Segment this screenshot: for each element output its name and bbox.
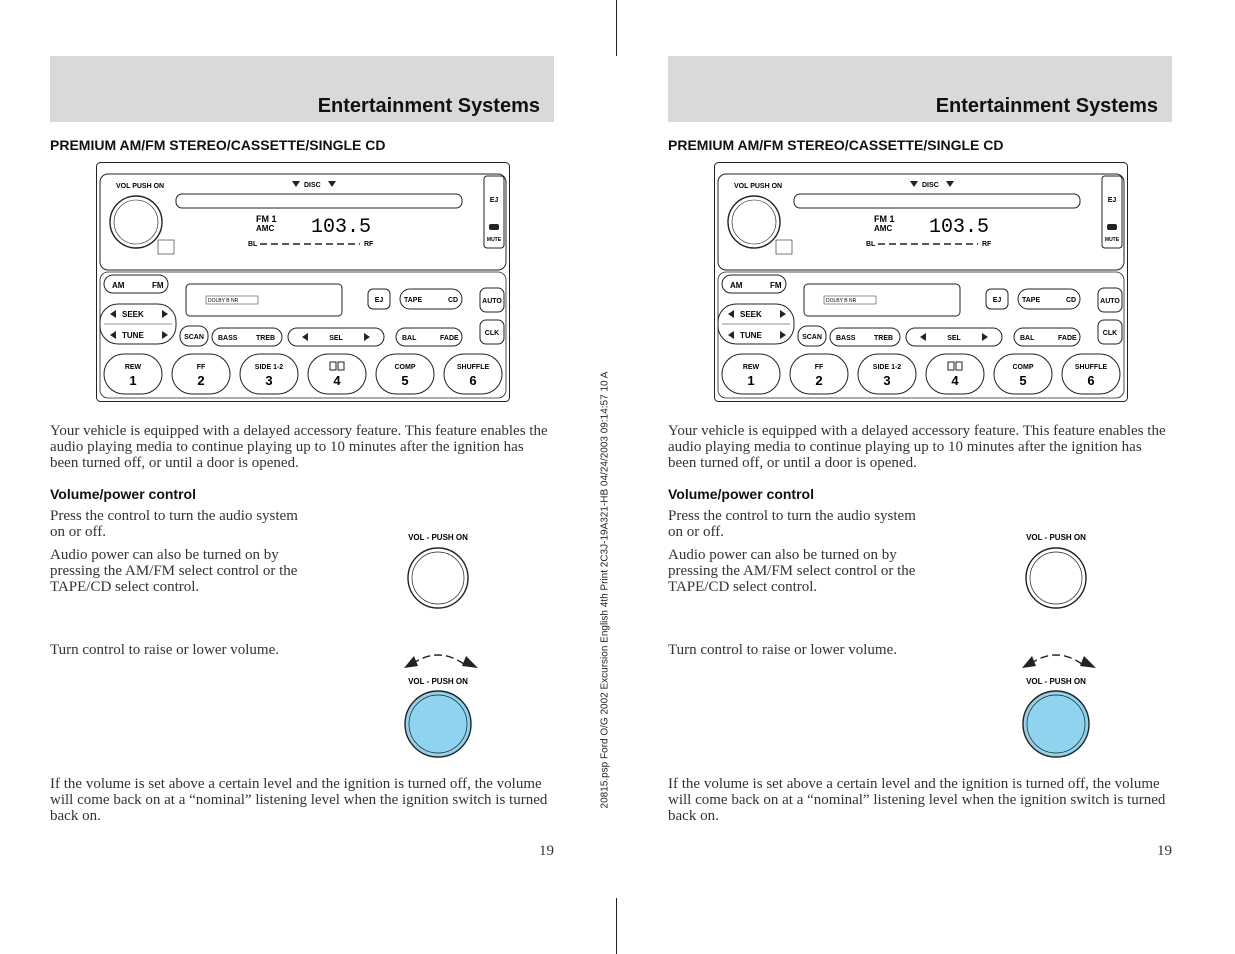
paragraph-delayed-accessory: Your vehicle is equipped with a delayed accessory feature. This feature enables the audio playing media to continue playing up to 10 minutes after the ignition has been turned off, or until a door is opened. <box>50 423 548 471</box>
bl-label: BL <box>248 241 258 248</box>
svg-text:BASS: BASS <box>836 335 856 342</box>
svg-text:VOL - PUSH ON: VOL - PUSH ON <box>1026 533 1086 542</box>
amc-readout: AMC <box>874 224 893 233</box>
paragraph-turn-control: Turn control to raise or lower volume. <box>668 642 897 658</box>
svg-text:VOL - PUSH ON: VOL - PUSH ON <box>408 533 468 542</box>
svg-text:CD: CD <box>448 297 459 304</box>
vol-knob <box>408 548 468 608</box>
vol-knob <box>1026 548 1086 608</box>
paragraph-nominal-level: If the volume is set above a certain level and the ignition is turned off, the volume will come back on at a “nominal” listening level when the ignition switch is turned back on. <box>50 776 548 824</box>
subheading-volume-power: Volume/power control <box>50 486 196 502</box>
cd-slot <box>794 194 1080 208</box>
svg-text:SHUFFLE: SHUFFLE <box>1074 364 1108 371</box>
paragraph-turn-control: Turn control to raise or lower volume. <box>50 642 279 658</box>
auto-label: AUTO <box>482 298 502 305</box>
svg-text:6: 6 <box>1087 373 1095 388</box>
svg-text:FF: FF <box>196 364 206 371</box>
svg-text:FM: FM <box>152 281 164 290</box>
svg-text:4: 4 <box>951 373 959 388</box>
svg-text:SEL: SEL <box>329 335 343 342</box>
compact-disc-logo <box>158 240 174 254</box>
disc-label: DISC <box>304 182 321 189</box>
paragraph-delayed-accessory: Your vehicle is equipped with a delayed accessory feature. This feature enables the audio playing media to continue playing up to 10 minutes after the ignition has been turned off, or until a door is opened. <box>668 423 1166 471</box>
paragraph-press-control: Press the control to turn the audio system on or off. <box>50 508 298 540</box>
dolby-label: DOLBY B NR <box>826 298 857 304</box>
page-number: 19 <box>539 843 554 859</box>
svg-text:SEEK: SEEK <box>122 310 144 319</box>
vol-push-on-label: VOL PUSH ON <box>116 183 165 190</box>
paragraph-press-control: Press the control to turn the audio system on or off. <box>668 508 916 540</box>
eject-tape-label: EJ <box>374 297 384 304</box>
svg-text:REW: REW <box>742 364 760 371</box>
turn-right-arrow-icon <box>1080 656 1096 668</box>
disc-label: DISC <box>922 182 939 189</box>
bl-label: BL <box>866 241 876 248</box>
eject-cd-label: EJ <box>1107 197 1117 204</box>
amc-readout: AMC <box>256 224 275 233</box>
svg-text:1: 1 <box>747 373 755 388</box>
phone-icon <box>1107 224 1117 230</box>
header-band <box>668 56 1172 122</box>
gutter-line-top <box>616 0 617 56</box>
svg-text:3: 3 <box>265 373 273 388</box>
svg-text:2: 2 <box>815 373 823 388</box>
scan-label: SCAN <box>184 334 204 341</box>
vol-knob-illustration <box>1018 530 1094 614</box>
svg-text:FADE: FADE <box>440 335 459 342</box>
frequency-readout: 103.5 <box>311 216 372 239</box>
header-band <box>50 56 554 122</box>
svg-text:5: 5 <box>401 373 409 388</box>
volume-knob <box>728 196 780 248</box>
page-number: 19 <box>1157 843 1172 859</box>
eject-cd-label: EJ <box>489 197 499 204</box>
section-title: PREMIUM AM/FM STEREO/CASSETTE/SINGLE CD <box>668 137 1004 153</box>
subheading-volume-power: Volume/power control <box>668 486 814 502</box>
rf-label: RF <box>364 241 374 248</box>
svg-text:SEEK: SEEK <box>740 310 762 319</box>
header-title: Entertainment Systems <box>935 95 1158 117</box>
frequency-readout: 103.5 <box>929 216 990 239</box>
svg-text:VOL - PUSH ON: VOL - PUSH ON <box>408 677 468 686</box>
header-title: Entertainment Systems <box>317 95 540 117</box>
turn-left-arrow-icon <box>1022 656 1036 668</box>
svg-text:AM: AM <box>112 281 125 290</box>
svg-text:COMP: COMP <box>394 364 416 371</box>
turn-right-arrow-icon <box>462 656 478 668</box>
auto-label: AUTO <box>1100 298 1120 305</box>
compact-disc-logo <box>776 240 792 254</box>
phone-icon <box>489 224 499 230</box>
volume-knob <box>110 196 162 248</box>
svg-text:TUNE: TUNE <box>122 331 144 340</box>
section-title: PREMIUM AM/FM STEREO/CASSETTE/SINGLE CD <box>50 137 386 153</box>
vol-knob-turn-illustration <box>1018 646 1098 758</box>
svg-text:BASS: BASS <box>218 335 238 342</box>
svg-text:TAPE: TAPE <box>1022 297 1041 304</box>
svg-text:5: 5 <box>1019 373 1027 388</box>
dolby-label: DOLBY B NR <box>208 298 239 304</box>
dolby-icon <box>330 362 336 370</box>
vol-push-on-label: VOL PUSH ON <box>734 183 783 190</box>
svg-text:BAL: BAL <box>402 335 417 342</box>
right-page <box>668 0 1172 954</box>
svg-text:REW: REW <box>124 364 142 371</box>
svg-text:6: 6 <box>469 373 477 388</box>
vol-knob-highlighted <box>405 691 471 757</box>
rf-label: RF <box>982 241 992 248</box>
svg-text:TUNE: TUNE <box>740 331 762 340</box>
svg-text:FM: FM <box>770 281 782 290</box>
svg-text:CD: CD <box>1066 297 1077 304</box>
svg-text:COMP: COMP <box>1012 364 1034 371</box>
turn-left-arrow-icon <box>404 656 418 668</box>
svg-text:VOL - PUSH ON: VOL - PUSH ON <box>1026 677 1086 686</box>
svg-text:2: 2 <box>197 373 205 388</box>
svg-text:FADE: FADE <box>1058 335 1077 342</box>
svg-text:SHUFFLE: SHUFFLE <box>456 364 490 371</box>
clk-label: CLK <box>1102 330 1118 337</box>
paragraph-audio-power: Audio power can also be turned on by pressing the AM/FM select control or the TAPE/CD select control. <box>50 547 298 595</box>
gutter-line-bottom <box>616 898 617 954</box>
mute-label: MUTE <box>486 237 502 243</box>
print-caption: 20815.psp Ford O/G 2002 Excursion English 4th Print 2C3J-19A321-HB 04/24/2003 09:14:57 10 A <box>599 371 611 809</box>
paragraph-audio-power: Audio power can also be turned on by pressing the AM/FM select control or the TAPE/CD select control. <box>668 547 916 595</box>
mute-label: MUTE <box>1104 237 1120 243</box>
svg-text:AM: AM <box>730 281 743 290</box>
svg-text:3: 3 <box>883 373 891 388</box>
svg-text:BAL: BAL <box>1020 335 1035 342</box>
left-page <box>50 0 554 954</box>
dolby-icon <box>948 362 954 370</box>
svg-text:4: 4 <box>333 373 341 388</box>
svg-text:SIDE 1-2: SIDE 1-2 <box>254 364 284 371</box>
vol-knob-highlighted <box>1023 691 1089 757</box>
svg-text:SIDE 1-2: SIDE 1-2 <box>872 364 902 371</box>
svg-text:1: 1 <box>129 373 137 388</box>
cd-slot <box>176 194 462 208</box>
svg-text:TAPE: TAPE <box>404 297 423 304</box>
vol-knob-turn-illustration <box>400 646 480 758</box>
scan-label: SCAN <box>802 334 822 341</box>
band-readout: FM 1 <box>874 214 895 224</box>
svg-text:TREB: TREB <box>256 335 276 342</box>
band-readout: FM 1 <box>256 214 277 224</box>
radio-faceplate-illustration <box>96 162 510 402</box>
radio-faceplate-illustration <box>714 162 1128 402</box>
vol-knob-illustration <box>400 530 476 614</box>
svg-text:FF: FF <box>814 364 824 371</box>
paragraph-nominal-level: If the volume is set above a certain level and the ignition is turned off, the volume will come back on at a “nominal” listening level when the ignition switch is turned back on. <box>668 776 1166 824</box>
eject-tape-label: EJ <box>992 297 1002 304</box>
svg-text:SEL: SEL <box>947 335 961 342</box>
svg-text:TREB: TREB <box>874 335 894 342</box>
clk-label: CLK <box>484 330 500 337</box>
